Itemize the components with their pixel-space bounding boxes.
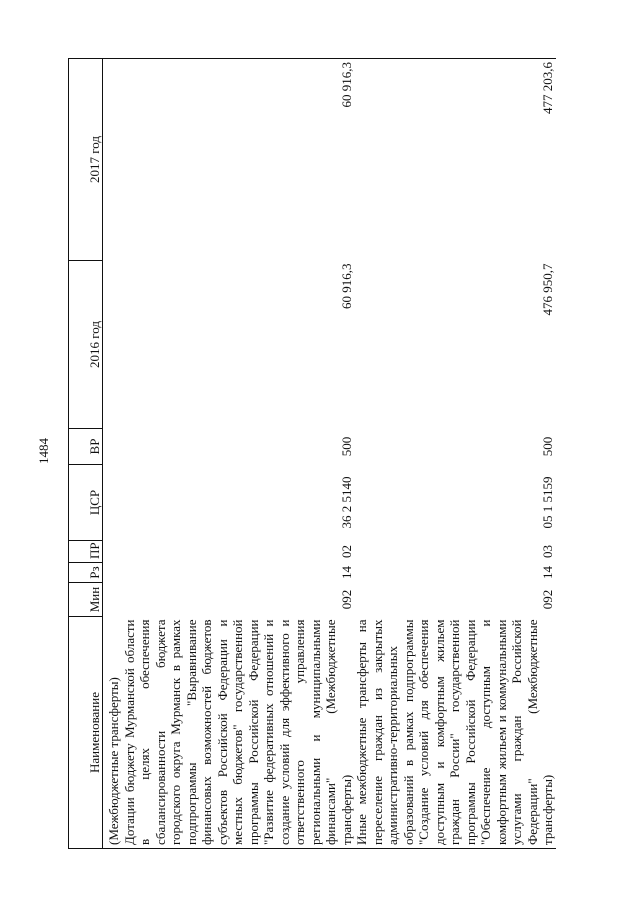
table-row <box>354 59 556 849</box>
page-number: 1484 <box>36 438 51 464</box>
row-min: 092 <box>338 589 354 610</box>
budget-table <box>68 58 556 849</box>
row-rz: 14 <box>540 566 555 579</box>
row-pr: 02 <box>338 545 354 558</box>
header-min: Мин <box>69 583 103 617</box>
header-2017: 2017 год <box>69 59 103 261</box>
table-row-intro <box>103 59 122 849</box>
row-min: 092 <box>540 589 555 610</box>
row-rz: 14 <box>338 566 354 579</box>
header-pr: ПР <box>69 541 103 563</box>
header-csr: ЦСР <box>69 465 103 541</box>
header-rz: Рз <box>69 563 103 583</box>
row-2016: 476 950,7 <box>540 263 555 316</box>
rotated-page-content <box>68 59 571 849</box>
table-row <box>122 59 355 849</box>
row-csr: 36 2 5140 <box>338 476 354 529</box>
row-2017: 477 203,6 <box>354 59 556 261</box>
intro-text: (Межбюджетные трансферты) <box>103 617 122 849</box>
header-vr: ВР <box>69 429 103 465</box>
row-2017: 60 916,3 <box>122 59 355 261</box>
row-vr: 500 <box>540 436 555 457</box>
row-name: Дотации бюджету Мурманской области в целях обеспечения сбалансированности бюджета городского округа Мурманск в рамках подпрограммы "Выравнивание финансовых возможностей бюджетов субъектов Российской Федерации и местных бюджетов" государственной программы Российской Федерации "Развитие федеративных отношений и создание условий для эффективного и ответственного управления региональными и муниципальными финансами" (Межбюджетные трансферты) <box>122 617 355 849</box>
header-name: Наименование <box>69 617 103 849</box>
row-csr: 05 1 5159 <box>540 476 555 529</box>
row-vr: 500 <box>338 436 354 457</box>
row-pr: 03 <box>540 545 555 558</box>
header-2016: 2016 год <box>69 261 103 429</box>
row-name: Иные межбюджетные трансферты на переселение граждан из закрытых административно-территориальных образований в рамках подпрограммы "Создание условий для обеспечения доступным и комфортным жильем граждан России" государственной программы Российской Федерации "Обеспечение доступным и комфортным жильем и коммунальными услугами граждан Российской Федерации" (Межбюджетные трансферты) <box>354 617 556 849</box>
row-2016: 60 916,3 <box>338 263 354 309</box>
table-header <box>69 59 103 849</box>
